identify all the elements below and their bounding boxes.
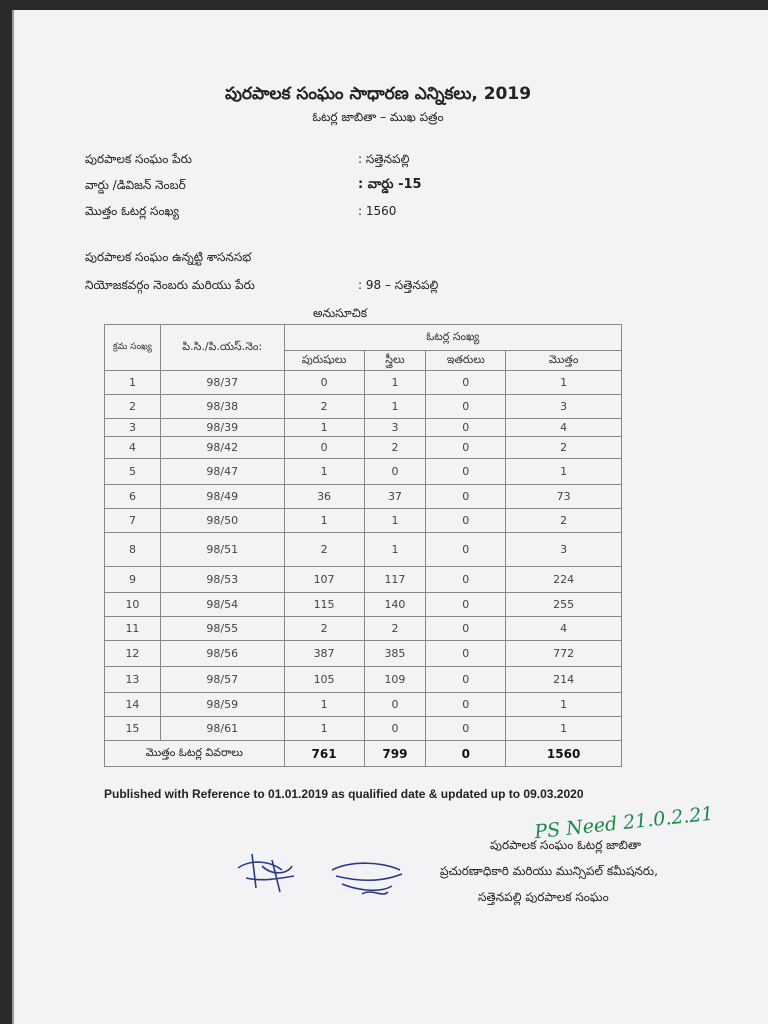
cell-ps: 98/56 xyxy=(160,641,284,667)
cell-sn: 13 xyxy=(105,667,161,693)
cell-ps: 98/50 xyxy=(160,509,284,533)
cell-ps: 98/49 xyxy=(160,485,284,509)
cell-others: 0 xyxy=(426,371,506,395)
cell-sn: 6 xyxy=(105,485,161,509)
cell-sn: 2 xyxy=(105,395,161,419)
cell-sn: 8 xyxy=(105,533,161,567)
cell-male: 1 xyxy=(284,509,364,533)
cell-male: 0 xyxy=(284,437,364,459)
cell-sn: 5 xyxy=(105,459,161,485)
reference-note: Published with Reference to 01.01.2019 as qualified date & updated up to 09.03.2020 xyxy=(104,787,584,801)
footer-female: 799 xyxy=(364,741,426,767)
cell-ps: 98/51 xyxy=(160,533,284,567)
cell-total: 1 xyxy=(506,693,622,717)
cell-female: 0 xyxy=(364,717,426,741)
cell-total: 224 xyxy=(506,567,622,593)
ward-value: : వార్డు -15 xyxy=(358,177,422,192)
table-row xyxy=(105,567,622,593)
footer-others: 0 xyxy=(426,741,506,767)
table-row xyxy=(105,395,622,419)
cell-male: 115 xyxy=(284,593,364,617)
cell-male: 1 xyxy=(284,459,364,485)
cell-male: 107 xyxy=(284,567,364,593)
cell-ps: 98/55 xyxy=(160,617,284,641)
cell-ps: 98/53 xyxy=(160,567,284,593)
cell-female: 385 xyxy=(364,641,426,667)
table-row xyxy=(105,371,622,395)
cell-ps: 98/42 xyxy=(160,437,284,459)
header-male: పురుషులు xyxy=(284,351,364,371)
cell-sn: 14 xyxy=(105,693,161,717)
cell-total: 1 xyxy=(506,459,622,485)
table-row xyxy=(105,593,622,617)
municipality-label: పురపాలక సంఘం పేరు xyxy=(85,152,192,166)
cell-sn: 7 xyxy=(105,509,161,533)
cell-sn: 9 xyxy=(105,567,161,593)
signature-line-3: సత్తెనపల్లి పురపాలక సంఘం xyxy=(478,890,609,904)
table-row xyxy=(105,667,622,693)
cell-male: 1 xyxy=(284,717,364,741)
table-row xyxy=(105,437,622,459)
cell-others: 0 xyxy=(426,717,506,741)
cell-male: 1 xyxy=(284,419,364,437)
constituency-value: : 98 – సత్తెనపల్లి xyxy=(358,278,439,292)
cell-male: 105 xyxy=(284,667,364,693)
cell-total: 4 xyxy=(506,419,622,437)
cell-male: 2 xyxy=(284,395,364,419)
cell-total: 2 xyxy=(506,437,622,459)
cell-male: 36 xyxy=(284,485,364,509)
cell-male: 2 xyxy=(284,617,364,641)
constituency-label: నియోజకవర్గం నెంబరు మరియు పేరు xyxy=(85,278,255,292)
cell-total: 3 xyxy=(506,395,622,419)
cell-others: 0 xyxy=(426,617,506,641)
cell-others: 0 xyxy=(426,641,506,667)
cell-others: 0 xyxy=(426,667,506,693)
table-row xyxy=(105,533,622,567)
cell-total: 1 xyxy=(506,717,622,741)
cell-ps: 98/54 xyxy=(160,593,284,617)
cell-female: 2 xyxy=(364,437,426,459)
cell-others: 0 xyxy=(426,693,506,717)
cell-others: 0 xyxy=(426,485,506,509)
handwritten-note: PS Need 21.0.2.21 xyxy=(533,802,715,844)
signature-line-1: పురపాలక సంఘం ఓటర్ల జాబితా xyxy=(490,838,642,852)
cell-ps: 98/61 xyxy=(160,717,284,741)
document-title: పురపాలక సంఘం సాధారణ ఎన్నికలు, 2019 xyxy=(224,84,532,104)
cell-others: 0 xyxy=(426,395,506,419)
cell-total: 255 xyxy=(506,593,622,617)
cell-others: 0 xyxy=(426,419,506,437)
cell-total: 73 xyxy=(506,485,622,509)
cell-ps: 98/59 xyxy=(160,693,284,717)
cell-female: 1 xyxy=(364,371,426,395)
cell-others: 0 xyxy=(426,533,506,567)
table-row xyxy=(105,419,622,437)
cell-female: 117 xyxy=(364,567,426,593)
cell-female: 1 xyxy=(364,395,426,419)
cell-others: 0 xyxy=(426,459,506,485)
cell-others: 0 xyxy=(426,437,506,459)
table-row xyxy=(105,459,622,485)
cell-total: 2 xyxy=(506,509,622,533)
cell-female: 109 xyxy=(364,667,426,693)
header-female: స్త్రీలు xyxy=(364,351,426,371)
footer-male: 761 xyxy=(284,741,364,767)
cell-male: 2 xyxy=(284,533,364,567)
table-row xyxy=(105,509,622,533)
cell-ps: 98/39 xyxy=(160,419,284,437)
cell-male: 387 xyxy=(284,641,364,667)
cell-others: 0 xyxy=(426,509,506,533)
cell-sn: 11 xyxy=(105,617,161,641)
cell-ps: 98/47 xyxy=(160,459,284,485)
cell-total: 772 xyxy=(506,641,622,667)
signature-line-2: ప్రచురణాధికారి మరియు మున్సిపల్ కమీషనరు, xyxy=(440,864,658,878)
cell-female: 1 xyxy=(364,509,426,533)
cell-total: 3 xyxy=(506,533,622,567)
cell-ps: 98/57 xyxy=(160,667,284,693)
signature-scribbles xyxy=(232,848,412,904)
cell-ps: 98/37 xyxy=(160,371,284,395)
assembly-label: పురపాలక సంఘం ఉన్నట్టి శాసనసభ xyxy=(85,250,252,264)
header-serial: క్రమ సంఖ్య xyxy=(105,325,161,371)
cell-sn: 15 xyxy=(105,717,161,741)
cell-sn: 1 xyxy=(105,371,161,395)
cell-total: 4 xyxy=(506,617,622,641)
total-voters-label: మొత్తం ఓటర్ల సంఖ్య xyxy=(85,204,179,218)
header-voter-count: ఓటర్ల సంఖ్య xyxy=(284,325,621,351)
municipality-value: : సత్తెనపల్లి xyxy=(358,152,410,166)
cell-female: 2 xyxy=(364,617,426,641)
cell-others: 0 xyxy=(426,567,506,593)
footer-label: మొత్తం ఓటర్ల వివరాలు xyxy=(105,741,285,767)
document-subtitle: ఓటర్ల జాబితా – ముఖ పత్రం xyxy=(312,110,444,124)
cell-total: 1 xyxy=(506,371,622,395)
ward-label: వార్డు /డివిజన్ నెంబర్ xyxy=(85,178,186,192)
cell-sn: 4 xyxy=(105,437,161,459)
cell-male: 0 xyxy=(284,371,364,395)
voter-table xyxy=(104,324,622,767)
header-total: మొత్తం xyxy=(506,351,622,371)
cell-others: 0 xyxy=(426,593,506,617)
table-row xyxy=(105,641,622,667)
footer-total: 1560 xyxy=(506,741,622,767)
cell-sn: 12 xyxy=(105,641,161,667)
cell-female: 3 xyxy=(364,419,426,437)
table-row xyxy=(105,693,622,717)
table-row xyxy=(105,485,622,509)
cell-female: 0 xyxy=(364,459,426,485)
cell-female: 1 xyxy=(364,533,426,567)
cell-sn: 10 xyxy=(105,593,161,617)
table-row xyxy=(105,717,622,741)
cell-sn: 3 xyxy=(105,419,161,437)
total-voters-value: : 1560 xyxy=(358,204,397,218)
table-row xyxy=(105,617,622,641)
header-others: ఇతరులు xyxy=(426,351,506,371)
cell-female: 37 xyxy=(364,485,426,509)
cell-female: 140 xyxy=(364,593,426,617)
cell-male: 1 xyxy=(284,693,364,717)
cell-female: 0 xyxy=(364,693,426,717)
schedule-title: అనుసూచిక xyxy=(313,306,368,320)
cell-total: 214 xyxy=(506,667,622,693)
cell-ps: 98/38 xyxy=(160,395,284,419)
header-ps-number: పి.సి./పి.యస్.నెం: xyxy=(160,325,284,371)
